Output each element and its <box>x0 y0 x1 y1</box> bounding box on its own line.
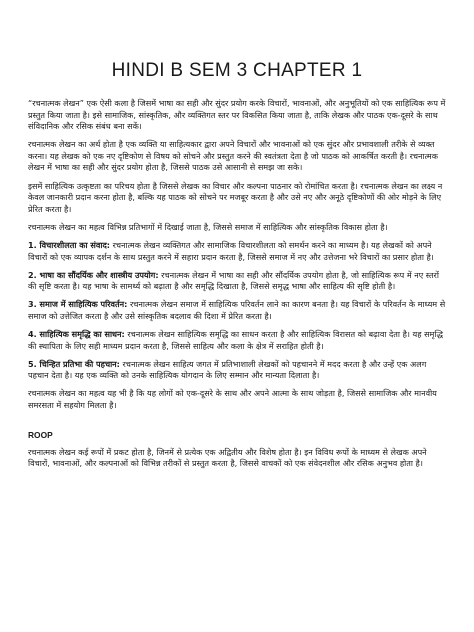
document-body <box>28 98 446 470</box>
point-3-heading: 3. समाज में साहित्यिक परिवर्तन: <box>28 299 128 310</box>
point-4-text: रचनात्मक लेखन साहित्यिक समृद्धि का साधन करता है और साहित्यिक विरासत को बढ़ावा देता है। यह समृद्धि की स्थापिता के लिए सही माध्यम प्रदान करता है, जिससे साहित्य और कला के क्षेत्र में सराहित होती है। <box>28 329 443 351</box>
point-1 <box>28 240 446 263</box>
intro-paragraph-3: इसमें साहित्यिक उत्कृष्टता का परिचय होता है जिससे लेखक का विचार और कल्पना पाठनार को रोमांचित करता है। रचनात्मक लेखन का लक्ष्य न केवल जानकारी प्रदान करना होता है, बल्कि यह पाठक को सोचने पर मजबूर करता है और उसे नए और अनूठे दृष्टिकोणों की ओर मोड़ने के लिए प्रेरित करता है। <box>28 180 443 214</box>
point-3 <box>28 299 446 322</box>
intro-paragraph-1: “रचनात्मक लेखन” एक ऐसी कला है जिसमें भाषा का सही और सुंदर प्रयोग करके विचारों, भावनाओं, और अनुभूतियों को एक साहित्यिक रूप में प्रस्तुत किया जाता है। इसे सामाजिक, सांस्कृतिक, और व्यक्तिगत स्तर पर विकसित किया जाता है, ताकि लेखक और पाठक एक-दूसरे के साथ संविदानिक और रसिक संबंध बना सकें। <box>28 98 446 132</box>
point-2-heading: 2. भाषा का सौंदर्यिक और शास्त्रीय उपयोग: <box>28 269 159 280</box>
closing-paragraph: रचनात्मक लेखन का महत्व यह भी है कि यह लोगों को एक-दूसरे के साथ और अपने आत्मा के साथ जोड़ता है, जिससे सामाजिक और मानवीय समरसता में सहयोग मिलता है। <box>28 388 437 410</box>
point-5-text: रचनात्मक लेखन साहित्य जगत में प्रतिभाशाली लेखकों को पहचानने में मदद करता है और उन्हें एक अलग पहचान देता है। यह एक व्यक्ति को उनके साहित्यिक योगदान के लिए सम्मान और मान्यता दिलाता है। <box>28 358 427 381</box>
point-4-heading: 4. साहित्यिक समृद्धि का साधन: <box>28 329 125 339</box>
point-2-text: रचनात्मक लेखन में भाषा का सही और सौंदर्यिक उपयोग होता है, जो साहित्यिक रूप में नए स्तरों की सृष्टि करता है। यह भाषा के सामर्थ्य को बढ़ाता है और समृद्धि दिखाता है, जिससे समृद्ध भाषा और साहित्य की सृष्टि होती है। <box>28 269 439 292</box>
point-5-heading: 5. चिन्हित प्रतिभा की पहचान: <box>28 358 120 369</box>
point-2 <box>28 270 446 293</box>
point-3-text: रचनात्मक लेखन समाज में साहित्यिक परिवर्तन लाने का कारण बनता है। यह विचारों के परिवर्तन के माध्यम से समाज को उत्तेजित करता है और उसे सांस्कृतिक बदलाव की दिशा में प्रेरित करता है। <box>28 299 446 321</box>
section-heading-roop: ROOP <box>28 429 53 440</box>
intro-paragraph-2: रचनात्मक लेखन का अर्थ होता है एक व्यक्ति या साहित्यकार द्वारा अपने विचारों और भावनाओं को एक सुंदर और प्रभावशाली तरीके से व्यक्त करना। यह लेखक को एक नए दृष्टिकोण से विषय को सोचने और प्रस्तुत करने की स्वतंत्रता देता है जो पाठक को आकर्षित करती है। रचनात्मक लेखन में भाषा का सही और सुंदर प्रयोग होता है, जिससे पाठक उसे आसानी से समझ जा सके। <box>28 139 438 173</box>
intro-paragraph-4: रचनात्मक लेखन का महत्व विभिन्न प्रतिभागों में दिखाई जाता है, जिससे समाज में साहित्यिक और सांस्कृतिक विकास होता है। <box>28 221 388 232</box>
point-1-heading: 1. विचारशीलता का संवाद: <box>28 239 111 250</box>
roop-paragraph: रचनात्मक लेखन कई रूपों में प्रकट होता है, जिनमें से प्रत्येक एक अद्वितीय और विशेष होता है। इन विविध रूपों के माध्यम से लेखक अपने विचारों, भावनाओं, और कल्पनाओं को विभिन्न तरीकों से प्रस्तुत करता है, जिससे वाचकों को एक संवेदनशील और रसिक अनुभव होता है। <box>28 446 427 469</box>
point-1-text: रचनात्मक लेखन व्यक्तिगत और सामाजिक विचारशीलता को समर्थन करने का माध्यम है। यह लेखकों को अपने विचारों को एक व्यापक दर्शन के साथ प्रस्तुत करने में सहारा प्रदान करता है, जिससे समाज में नए और उत्तेजना भरे विचारों का प्रसार होता है। <box>28 239 434 262</box>
point-5 <box>28 359 446 382</box>
point-4 <box>28 329 446 352</box>
document-title: HINDI B SEM 3 CHAPTER 1 <box>111 60 363 81</box>
